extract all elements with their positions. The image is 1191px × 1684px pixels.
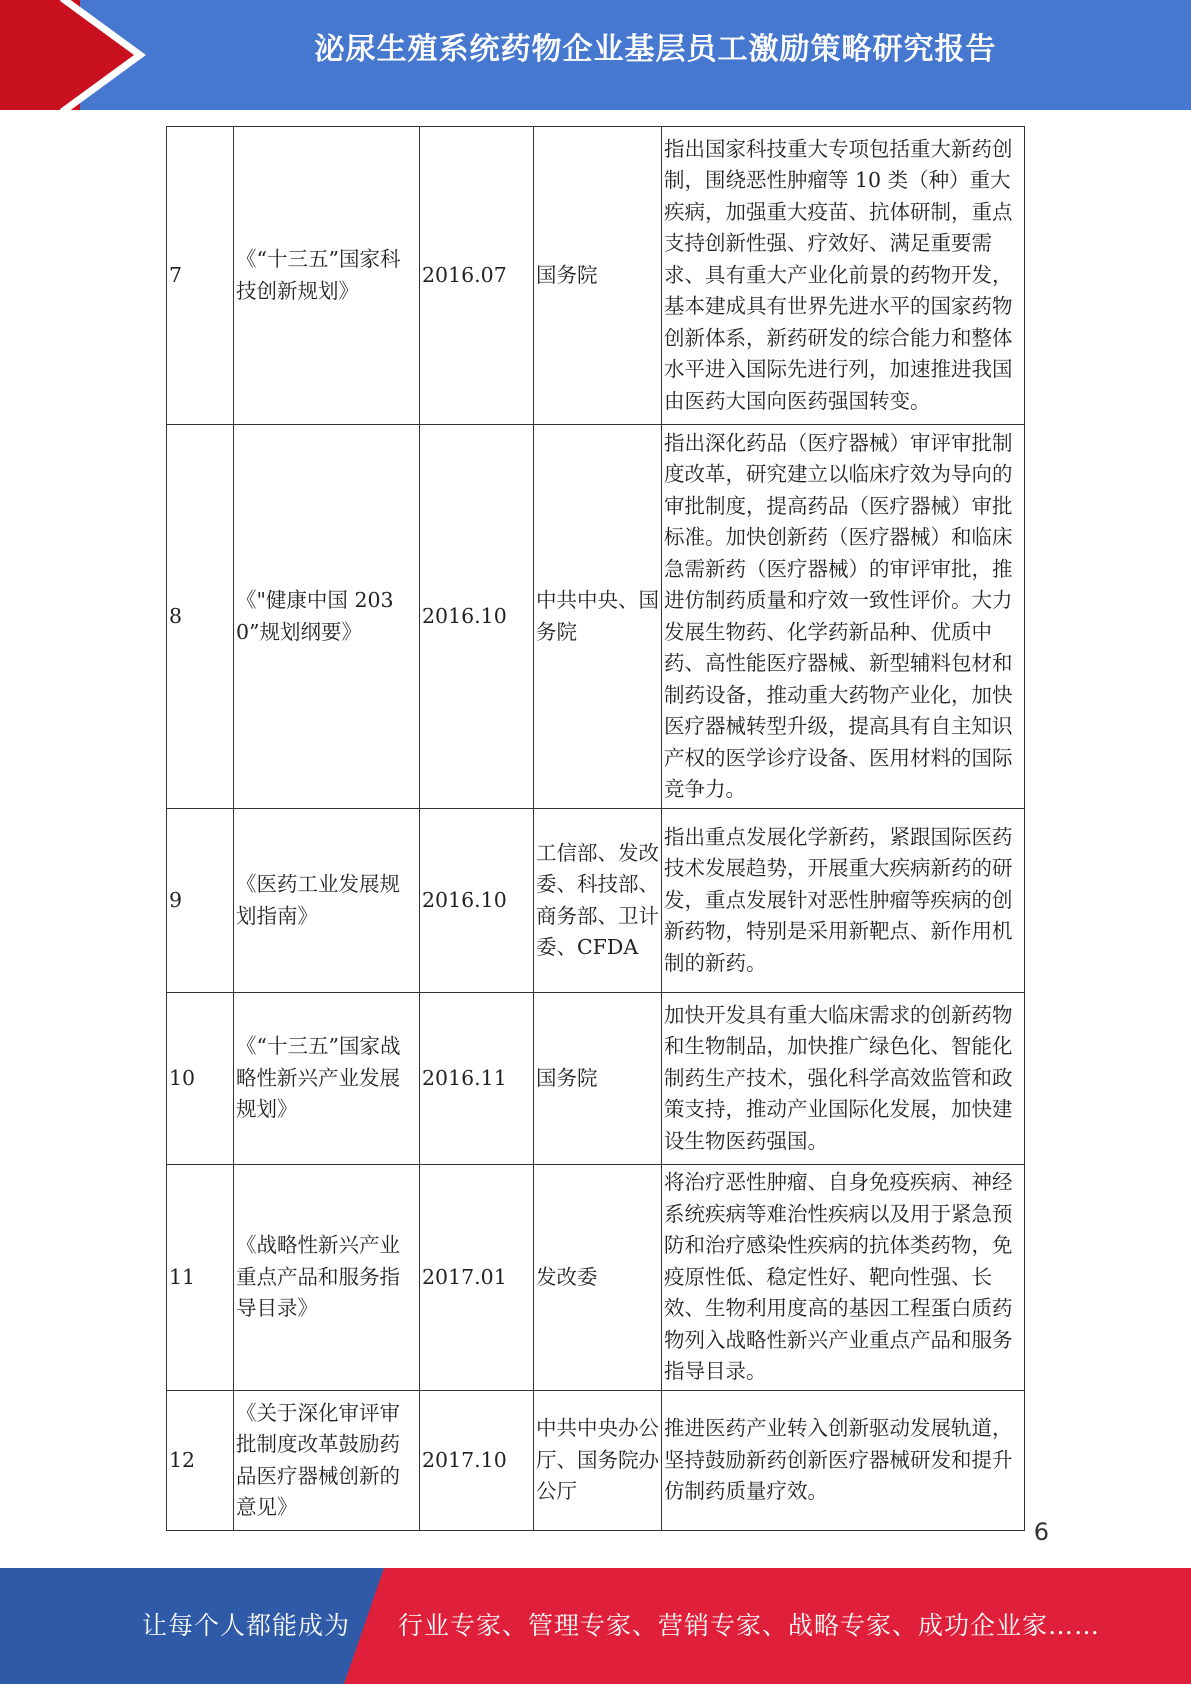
cell-description: 加快开发具有重大临床需求的创新药物和生物制品，加快推广绿色化、智能化制药生产技术，强化科学高效监管和政策支持，推动产业国际化发展，加快建设生物医药强国。 [662,993,1025,1165]
policy-table-container [166,126,1024,1519]
table-row [167,993,1025,1165]
cell-policy-name: 《“十三五”国家科技创新规划》 [234,127,420,425]
cell-number: 10 [167,993,234,1165]
policy-table [166,126,1025,1531]
cell-description: 指出重点发展化学新药，紧跟国际医药技术发展趋势，开展重大疾病新药的研发，重点发展针对恶性肿瘤等疾病的创新药物，特别是采用新靶点、新作用机制的新药。 [662,809,1025,993]
cell-number: 9 [167,809,234,993]
cell-policy-name: 《战略性新兴产业重点产品和服务指导目录》 [234,1165,420,1391]
header-chevron-icon [0,0,170,110]
cell-policy-name: 《关于深化审评审批制度改革鼓励药品医疗器械创新的意见》 [234,1391,420,1531]
cell-date: 2016.10 [420,425,534,809]
cell-date: 2017.10 [420,1391,534,1531]
cell-number: 7 [167,127,234,425]
cell-issuer: 国务院 [534,993,662,1165]
table-row [167,1165,1025,1391]
cell-number: 8 [167,425,234,809]
cell-date: 2016.10 [420,809,534,993]
cell-date: 2017.01 [420,1165,534,1391]
cell-description: 指出国家科技重大专项包括重大新药创制，围绕恶性肿瘤等 10 类（种）重大疾病，加强重大疫苗、抗体研制，重点支持创新性强、疗效好、满足重要需求、具有重大产业化前景的药物开发，基本建成具有世界先进水平的国家药物创新体系，新药研发的综合能力和整体水平进入国际先进行列，加速推进我国由医药大国向医药强国转变。 [662,127,1025,425]
cell-number: 11 [167,1165,234,1391]
table-row [167,1391,1025,1531]
cell-issuer: 工信部、发改委、科技部、商务部、卫计委、CFDA [534,809,662,993]
page-footer [0,1568,1191,1684]
page-header [0,0,1191,110]
table-row [167,809,1025,993]
cell-policy-name: 《“十三五”国家战略性新兴产业发展规划》 [234,993,420,1165]
page-number: 6 [1033,1518,1049,1546]
report-title: 泌尿生殖系统药物企业基层员工激励策略研究报告 [314,32,997,67]
cell-issuer: 中共中央办公厅、国务院办公厅 [534,1391,662,1531]
footer-slogan-left: 让每个人都能成为 [142,1611,351,1640]
footer-slogan-right: 行业专家、管理专家、营销专家、战略专家、成功企业家…… [398,1611,1101,1640]
cell-issuer: 中共中央、国务院 [534,425,662,809]
cell-number: 12 [167,1391,234,1531]
cell-issuer: 发改委 [534,1165,662,1391]
cell-date: 2016.11 [420,993,534,1165]
cell-policy-name: 《"健康中国 2030”规划纲要》 [234,425,420,809]
cell-date: 2016.07 [420,127,534,425]
cell-description: 指出深化药品（医疗器械）审评审批制度改革，研究建立以临床疗效为导向的审批制度，提高药品（医疗器械）审批标准。加快创新药（医疗器械）和临床急需新药（医疗器械）的审评审批，推进仿制药质量和疗效一致性评价。大力发展生物药、化学药新品种、优质中药、高性能医疗器械、新型辅料包材和制药设备，推动重大药物产业化，加快医疗器械转型升级，提高具有自主知识产权的医学诊疗设备、医用材料的国际竞争力。 [662,425,1025,809]
cell-issuer: 国务院 [534,127,662,425]
table-row [167,425,1025,809]
cell-description: 推进医药产业转入创新驱动发展轨道，坚持鼓励新药创新医疗器械研发和提升仿制药质量疗效。 [662,1391,1025,1531]
cell-policy-name: 《医药工业发展规划指南》 [234,809,420,993]
table-row [167,127,1025,425]
cell-description: 将治疗恶性肿瘤、自身免疫疾病、神经系统疾病等难治性疾病以及用于紧急预防和治疗感染性疾病的抗体类药物，免疫原性低、稳定性好、靶向性强、长效、生物利用度高的基因工程蛋白质药物列入战略性新兴产业重点产品和服务指导目录。 [662,1165,1025,1391]
